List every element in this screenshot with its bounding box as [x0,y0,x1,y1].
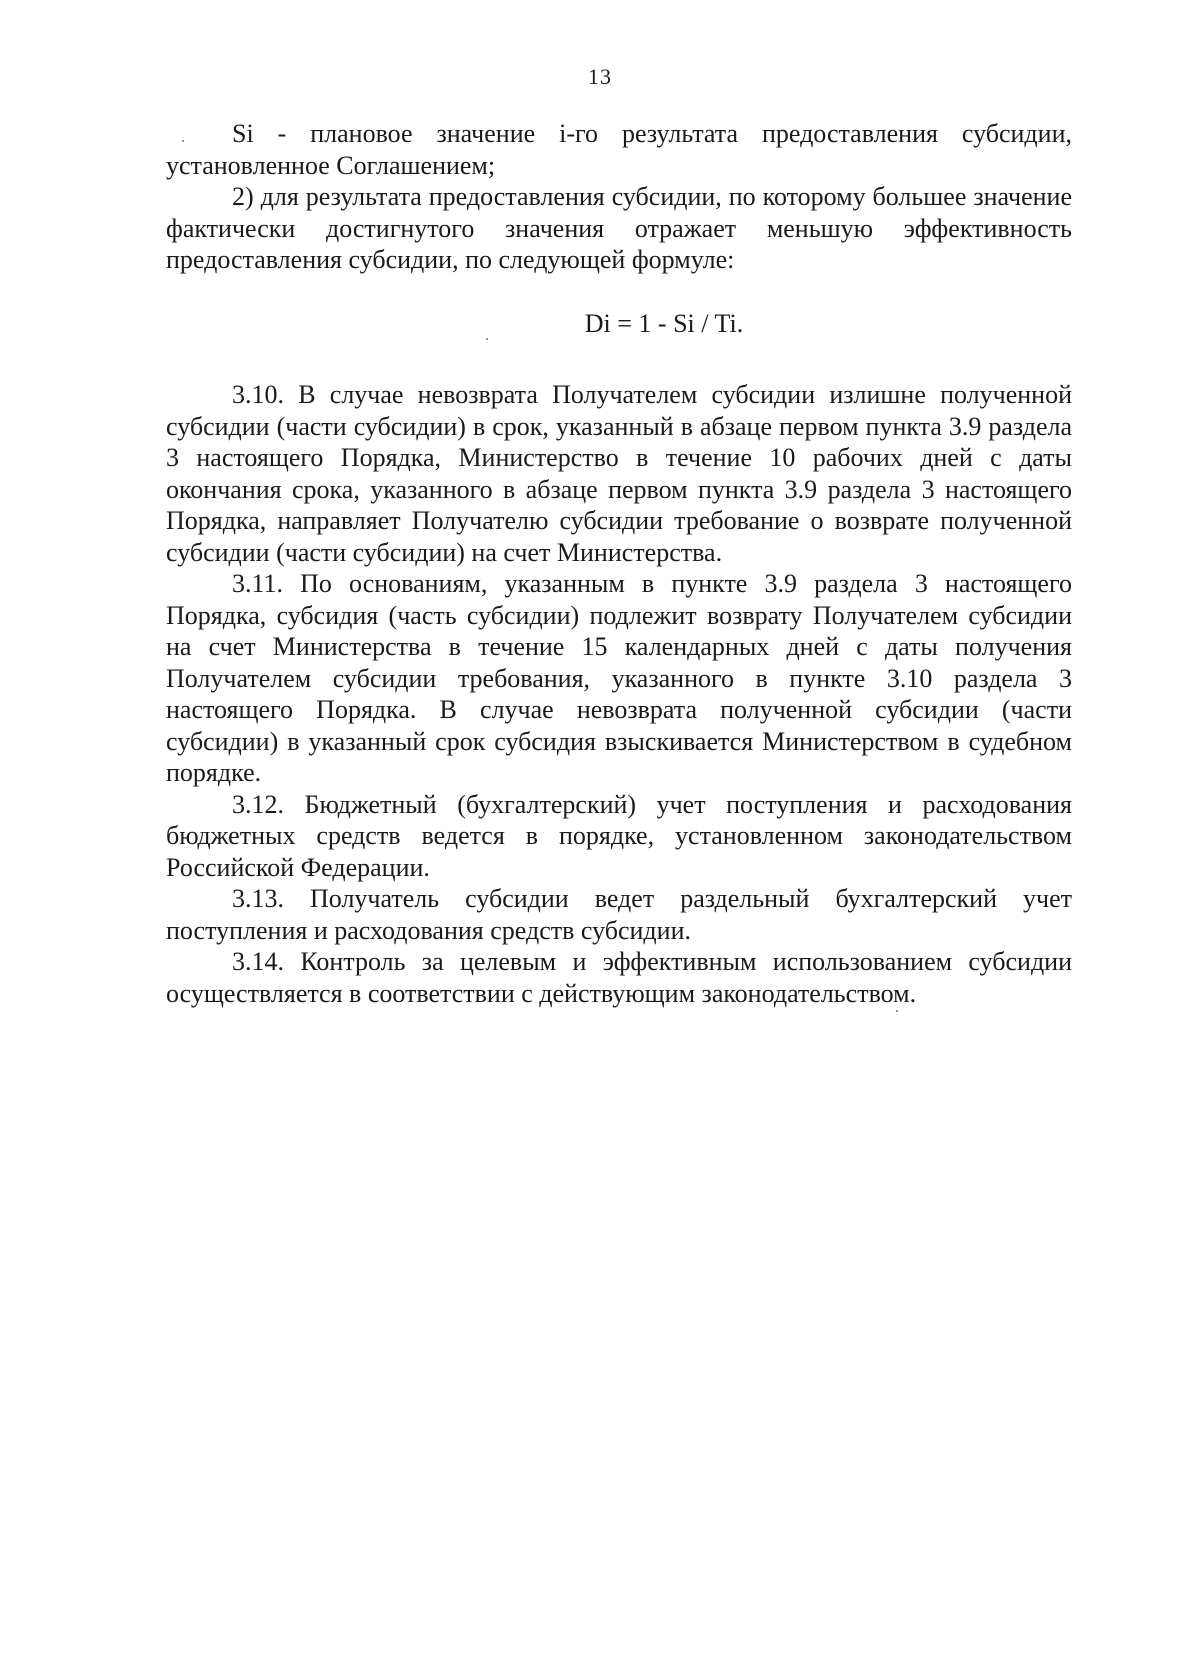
section-3-12: 3.12. Бюджетный (бухгалтерский) учет поступления и расходования бюджетных средств ведется в порядке, установленном законодательством Российской Федерации. [166,789,1072,882]
paragraph-formula-intro: 2) для результата предоставления субсидии, по которому большее значение фактически достигнутого значения отражает меньшую эффективность предоставления субсидии, по следующей формуле: [166,182,1072,274]
scan-speck [896,1010,898,1012]
section-3-14: 3.14. Контроль за целевым и эффективным использованием субсидии осуществляется в соответствии с действующим законодательством. [166,947,1072,1008]
page-number: 13 [588,64,612,89]
formula: Di = 1 - Si / Ti. [584,308,744,338]
document-body [166,118,1072,1009]
section-3-13: 3.13. Получатель субсидии ведет раздельный бухгалтерский учет поступления и расходования средств субсидии. [166,884,1072,945]
scan-speck [182,140,184,142]
section-3-10: 3.10. В случае невозврата Получателем субсидии излишне полученной субсидии (части субсидии) в срок, указанный в абзаце первом пункта 3.9 раздела 3 настоящего Порядка, Министерство в течение 10 рабочих дней с даты окончания срока, указанного в абзаце первом пункта 3.9 раздела 3 настоящего Порядка, направляет Получателю субсидии требование о возврате полученной субсидии (части субсидии) на счет Министерства. [166,380,1072,567]
section-3-11: 3.11. По основаниям, указанным в пункте 3.9 раздела 3 настоящего Порядка, субсидия (часть субсидии) подлежит возврату Получателем субсидии на счет Министерства в течение 15 календарных дней с даты получения Получателем субсидии требования, указанного в пункте 3.10 раздела 3 настоящего Порядка. В случае невозврата полученной субсидии (части субсидии) в указанный срок субсидия взыскивается Министерством в судебном порядке. [166,569,1072,787]
scan-speck [486,338,488,340]
paragraph-si-definition: Si - плановое значение i-го результата предоставления субсидии, установленное Соглашением; [166,119,1072,180]
